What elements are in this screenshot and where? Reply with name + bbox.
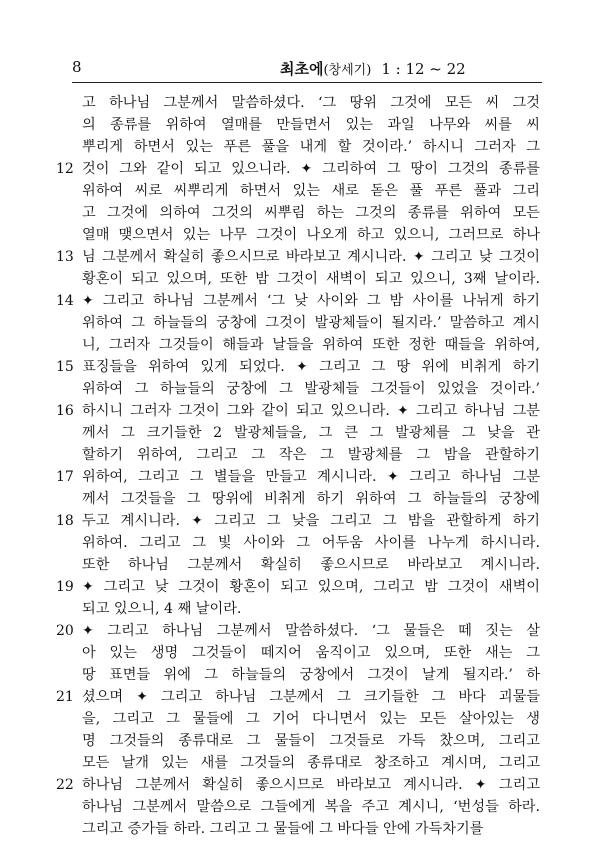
- line-text: 셨으며 ✦ 그리고 하나님 그분께서 그 크기들한 그 바다 괴물들: [82, 689, 540, 705]
- text-line: [82, 422, 540, 444]
- text-line: [56, 576, 540, 598]
- line-text: 그리고 증가들 하라. 그리고 그 물들에 그 바다들 안에 가득차기를: [82, 821, 484, 837]
- line-text: ✦ 그리고 하나님 그분께서 ‘그 낮 사이와 그 밤 사이를 나뉘게 하기: [82, 293, 540, 309]
- line-text: 모든 날개 있는 새를 그것들의 종류대로 창조하고 계시며, 그리고: [82, 755, 540, 771]
- text-line: [56, 510, 540, 532]
- text-line: [56, 466, 540, 488]
- text-line: [56, 158, 540, 180]
- text-line: [82, 114, 540, 136]
- text-line: [82, 444, 540, 466]
- book-title: 최초에: [280, 60, 324, 78]
- line-text: 땅 표면들 위에 그 하늘들의 궁창에서 그것이 날게 될지라.’ 하: [82, 667, 540, 683]
- text-line: [82, 796, 540, 818]
- text-line: [82, 532, 540, 554]
- verse-number: 22: [56, 777, 74, 793]
- text-line: [82, 488, 540, 510]
- verse-number: 18: [56, 513, 74, 529]
- text-line: [56, 290, 540, 312]
- verse-number: 21: [56, 689, 74, 705]
- line-text: 하나님 그분께서 말씀으로 그들에게 복을 주고 계시니, ‘번성들 하라.: [82, 799, 540, 815]
- line-text: 을, 그리고 그 물들에 그 기어 다니면서 있는 모든 살아있는 생: [82, 711, 540, 727]
- scripture-text: [56, 92, 540, 840]
- line-text: 위하여 씨로 씨뿌리게 하면서 있는 새로 돋은 풀 푸른 풀과 그리: [82, 183, 540, 199]
- line-text: 께서 그 크기들한 2 발광체들을, 그 큰 그 발광체를 그 낮을 관: [82, 425, 540, 441]
- verse-number: 19: [56, 579, 74, 595]
- running-title: [280, 58, 466, 79]
- line-text: 의 종류를 위하여 열매를 만들면서 있는 과일 나무와 씨를 씨: [82, 117, 540, 133]
- text-line: [82, 664, 540, 686]
- line-text: 님 그분께서 확실히 좋으시므로 바라보고 계시니라. ✦ 그리고 낮 그것이: [82, 249, 540, 265]
- header-divider: [72, 82, 542, 83]
- line-text: 두고 계시니라. ✦ 그리고 그 낮을 그리고 그 밤을 관할하게 하기: [82, 513, 540, 529]
- verse-number: 12: [56, 161, 74, 177]
- line-text: 위하여, 그리고 그 별들을 만들고 계시니라. ✦ 그리고 하나님 그분: [82, 469, 540, 485]
- text-line: [82, 92, 540, 114]
- line-text: 고 하나님 그분께서 말씀하셨다. ‘그 땅위 그것에 모든 씨 그것: [82, 95, 540, 111]
- text-line: [82, 202, 540, 224]
- verse-number: 13: [56, 249, 74, 265]
- line-text: ✦ 그리고 하나님 그분께서 말씀하셨다. ‘그 물들은 떼 짓는 살: [82, 623, 540, 639]
- verse-number: 14: [56, 293, 74, 309]
- text-line: [82, 312, 540, 334]
- line-text: 고 그것에 의하여 그것의 씨뿌림 하는 그것의 종류를 위하여 모든: [82, 205, 540, 221]
- line-text: 뿌리게 하면서 있는 푸른 풀을 내게 할 것이라.’ 하시니 그러자 그: [82, 139, 540, 155]
- text-line: [56, 246, 540, 268]
- text-line: [56, 686, 540, 708]
- page-number: 8: [72, 58, 82, 76]
- chapter-verse-range: 1 : 12 ~ 22: [381, 60, 466, 78]
- text-line: [56, 774, 540, 796]
- line-text: 것이 그와 같이 되고 있으니라. ✦ 그리하여 그 땅이 그것의 종류를: [82, 161, 540, 177]
- text-line: [82, 136, 540, 158]
- line-text: 하나님 그분께서 확실히 좋으시므로 바라보고 계시니라. ✦ 그리고: [82, 777, 540, 793]
- line-text: 표징들을 위하여 있게 되었다. ✦ 그리고 그 땅 위에 비취게 하기: [82, 359, 540, 375]
- book-subtitle: (창세기): [323, 63, 372, 78]
- line-text: 명 그것들의 종류대로 그 물들이 그것들로 가득 찼으며, 그리고: [82, 733, 540, 749]
- line-text: 위하여 그 하늘들의 궁창에 그것이 발광체들이 될지라.’ 말씀하고 계시: [82, 315, 540, 331]
- text-line: [82, 554, 540, 576]
- text-line: [82, 642, 540, 664]
- text-line: [82, 730, 540, 752]
- line-text: 위하여. 그리고 그 빛 사이와 그 어두움 사이를 나누게 하시니라.: [82, 535, 540, 551]
- text-line: [56, 400, 540, 422]
- line-text: 께서 그것들을 그 땅위에 비취게 하기 위하여 그 하늘들의 궁창에: [82, 491, 540, 507]
- text-line: [82, 378, 540, 400]
- verse-number: 20: [56, 623, 74, 639]
- line-text: 아 있는 생명 그것들이 떼지어 움직이고 있으며, 또한 새는 그: [82, 645, 540, 661]
- text-line: [82, 818, 540, 840]
- line-text: 또한 하나님 그분께서 확실히 좋으시므로 바라보고 계시니라.: [82, 557, 540, 573]
- verse-number: 15: [56, 359, 74, 375]
- text-line: [82, 224, 540, 246]
- line-text: 니, 그러자 그것들이 해들과 날들을 위하여 또한 정한 때들을 위하여,: [82, 337, 540, 353]
- text-line: [82, 598, 540, 620]
- page-header: [72, 58, 542, 82]
- text-line: [82, 268, 540, 290]
- line-text: ✦ 그리고 낮 그것이 황혼이 되고 있으며, 그리고 밤 그것이 새벽이: [82, 579, 540, 595]
- verse-number: 17: [56, 469, 74, 485]
- line-text: 할하기 위하여, 그리고 그 작은 그 발광체를 그 밤을 관할하기: [82, 447, 540, 463]
- line-text: 열매 맺으면서 있는 나무 그것이 나오게 하고 있으니, 그러므로 하나: [82, 227, 540, 243]
- verse-number: 16: [56, 403, 74, 419]
- text-line: [82, 752, 540, 774]
- line-text: 되고 있으니, 4 째 날이라.: [82, 601, 242, 617]
- line-text: 황혼이 되고 있으며, 또한 밤 그것이 새벽이 되고 있으니, 3째 날이라.: [82, 271, 540, 287]
- text-line: [56, 356, 540, 378]
- text-line: [56, 620, 540, 642]
- text-line: [82, 708, 540, 730]
- text-line: [82, 334, 540, 356]
- line-text: 위하여 그 하늘들의 궁창에 그 발광체들 그것들이 있었을 것이라.’: [82, 381, 540, 397]
- line-text: 하시니 그러자 그것이 그와 같이 되고 있으니라. ✦ 그리고 하나님 그분: [82, 403, 540, 419]
- text-line: [82, 180, 540, 202]
